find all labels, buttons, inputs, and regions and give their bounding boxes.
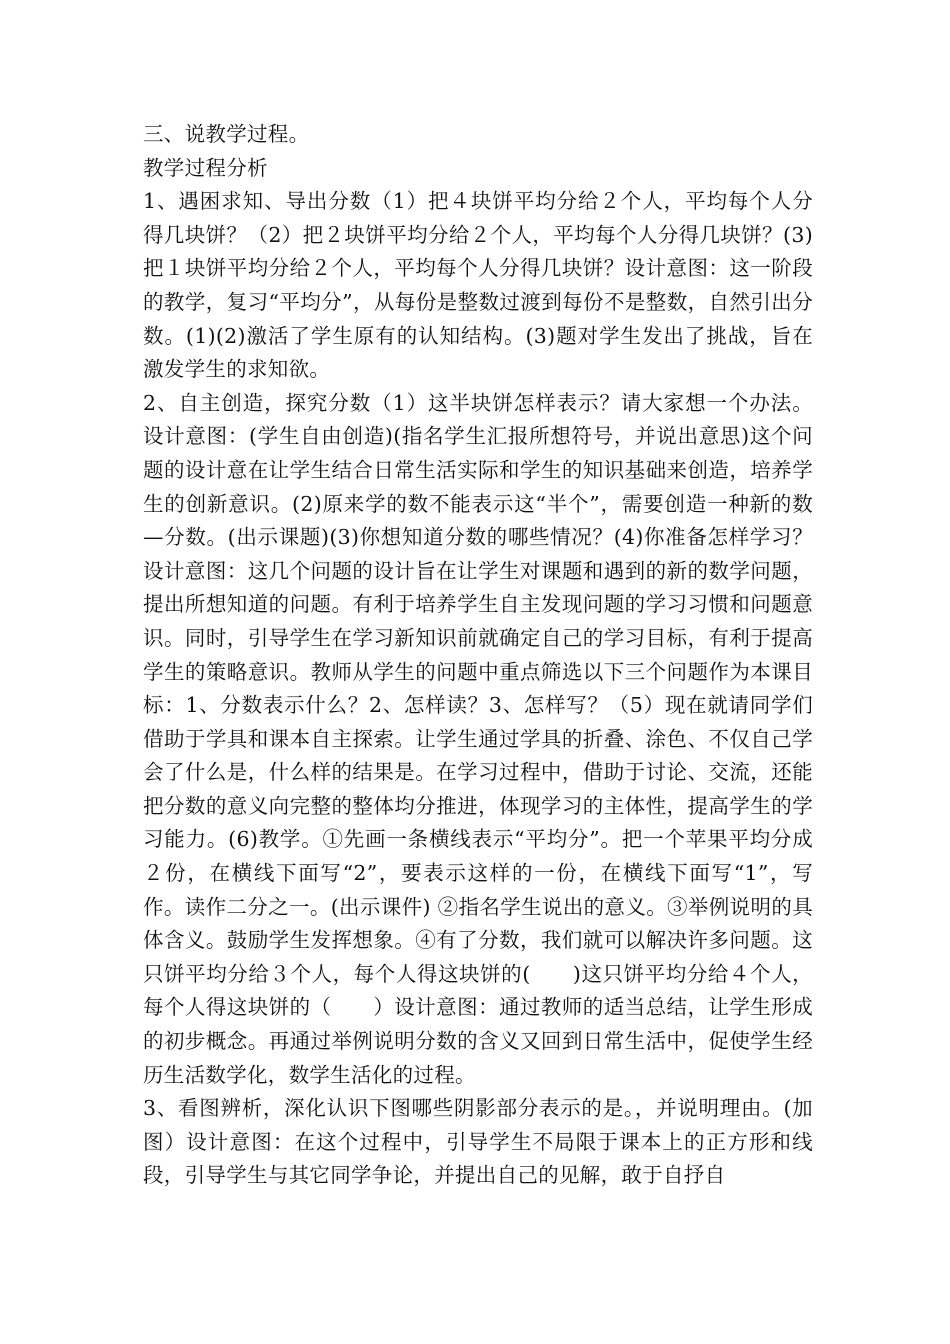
document-body (143, 118, 813, 1193)
section-subheading: 教学过程分析 (143, 155, 268, 180)
paragraph-step-1: 1、遇困求知、导出分数（1）把４块饼平均分给２个人，平均每个人分得几块饼？（2）把２块饼平均分给２个人，平均每个人分得几块饼？(3)把１块饼平均分给２个人，平均每个人分得几块饼？设计意图：这一阶段的教学，复习“平均分”，从每份是整数过渡到每份不是整数，自然引出分数。(1)(2)激活了学生原有的认知结构。(3)题对学生发出了挑战，旨在激发学生的求知欲。 (143, 189, 813, 382)
paragraph-step-2: 2、自主创造，探究分数（1）这半块饼怎样表示？请大家想一个办法。设计意图：(学生自由创造)(指名学生汇报所想符号，并说出意思)这个问题的设计意在让学生结合日常生活实际和学生的知识基础来创造，培养学生的创新意识。(2)原来学的数不能表示这“半个”，需要创造一种新的数—分数。(出示课题)(3)你想知道分数的哪些情况？(4)你准备怎样学习？设计意图：这几个问题的设计旨在让学生对课题和遇到的新的数学问题，提出所想知道的问题。有利于培养学生自主发现问题的学习习惯和问题意识。同时，引导学生在学习新知识前就确定自己的学习目标，有利于提高学生的策略意识。教师从学生的问题中重点筛选以下三个问题作为本课目标：1、分数表示什么？2、怎样读？3、怎样写？（5）现在就请同学们借助于学具和课本自主探索。让学生通过学具的折叠、涂色、不仅自己学会了什么是，什么样的结果是。在学习过程中，借助于讨论、交流，还能把分数的意义向完整的整体均分推进，体现学习的主体性，提高学生的学习能力。(6)教学。①先画一条横线表示“平均分”。把一个苹果平均分成２份，在横线下面写“2”，要表示这样的一份，在横线下面写“1”，写作。读作二分之一。(出示课件) ②指名学生说出的意义。③举例说明的具体含义。鼓励学生发挥想象。④有了分数，我们就可以解决许多问题。这只饼平均分给３个人，每个人得这块饼的( )这只饼平均分给４个人，每个人得这块饼的（ ）设计意图：通过教师的适当总结，让学生形成的初步概念。再通过举例说明分数的含义又回到日常生活中，促使学生经历生活数学化，数学生活化的过程。 (143, 390, 813, 1087)
section-heading: 三、说教学过程。 (143, 122, 310, 146)
paragraph-step-3: 3、看图辨析，深化认识下图哪些阴影部分表示的是。，并说明理由。(加图）设计意图：在这个过程中，引导学生不局限于课本上的正方形和线段，引导学生与其它同学争论，并提出自己的见解，敢于自抒自 (143, 1096, 813, 1188)
